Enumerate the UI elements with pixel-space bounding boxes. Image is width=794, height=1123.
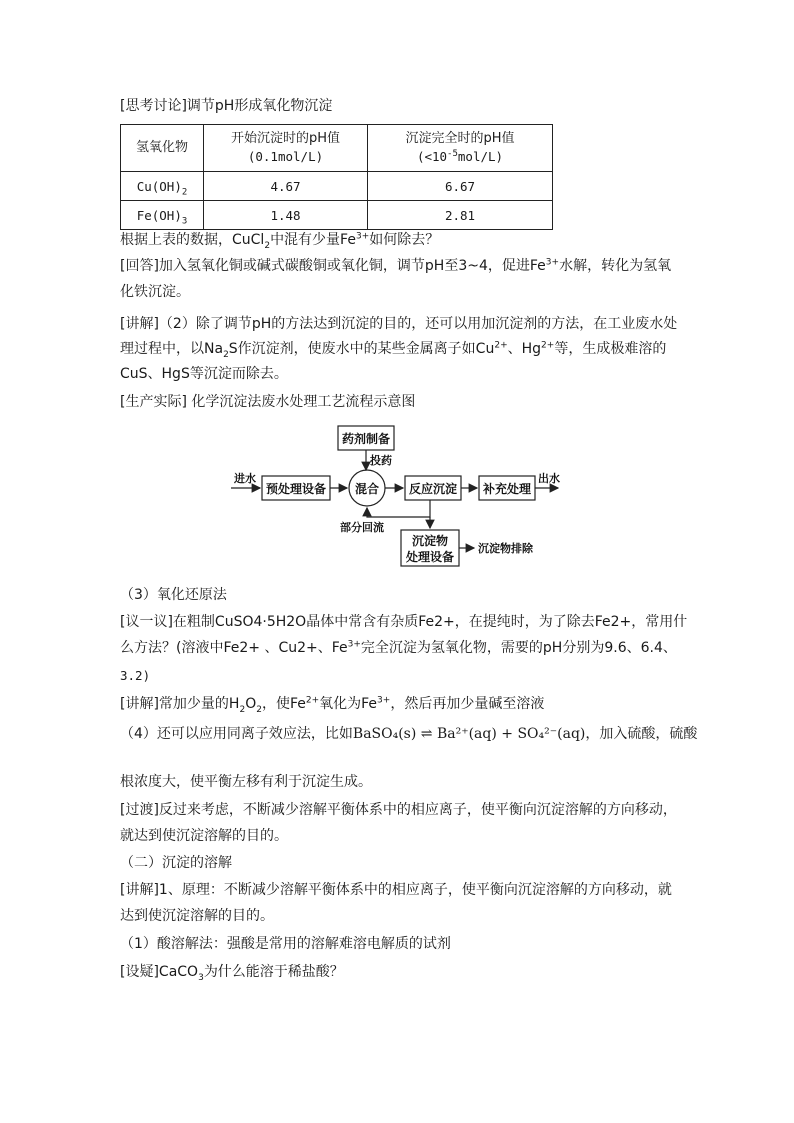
transition-line-1: [过渡]反过来考虑，不断减少溶解平衡体系中的相应离子，使平衡向沉淀溶解的方向移动， <box>120 802 677 818</box>
sediment-label-2: 处理设备 <box>405 550 455 564</box>
discuss-line-2: 么方法？(溶液中Fe2+ 、Cu2+、$Fe^{3+}$完全沉淀为氢氧化物，需要的pH分别为9.6、6.4、 <box>120 639 677 656</box>
supplement-label: 补充处理 <box>482 482 532 496</box>
question-text: 根据上表的数据，CuCl$_2$中混有少量$Fe^{3+}$如何除去？ <box>120 231 440 251</box>
sediment-label-1: 沉淀物 <box>411 534 449 548</box>
discuss-line-1: [议一议]在粗制CuSO4·5H2O晶体中常含有杂质Fe2+，在提纯时，为了除去Fe2+，常用什 <box>120 614 688 630</box>
cell-hydroxide: $Fe(OH)_3$ <box>121 201 204 230</box>
principle-line-2: 达到使沉淀溶解的目的。 <box>120 908 274 924</box>
pretreatment-label: 预处理设备 <box>265 482 327 496</box>
dose-label: 投药 <box>370 454 392 467</box>
cell-start-ph: 1.48 <box>204 201 368 230</box>
section-dissolution: （二）沉淀的溶解 <box>120 855 232 871</box>
production-heading: [生产实际] 化学沉淀法废水处理工艺流程示意图 <box>120 394 416 410</box>
heading-discussion: [思考讨论]调节pH形成氧化物沉淀 <box>120 98 333 114</box>
section-redox: （3）氧化还原法 <box>120 587 227 603</box>
header-start-ph-title: 开始沉淀时的pH值 <box>230 131 341 146</box>
cell-start-ph: 4.67 <box>204 172 368 201</box>
principle-line-1: [讲解]1、原理：不断减少溶解平衡体系中的相应离子，使平衡向沉淀溶解的方向移动，就 <box>120 882 672 898</box>
answer-line-1: [回答]加入氢氧化铜或碱式碳酸铜或氧化铜，调节pH至3~4，促进$Fe^{3+}$水解，转化为氢氧 <box>120 257 672 274</box>
acid-method-line: （1）酸溶解法：强酸是常用的溶解难溶电解质的试剂 <box>120 936 451 952</box>
common-ion-line: （4）还可以应用同离子效应法，比如BaSO₄(s) ⇌ Ba²⁺(aq) + SO₄²⁻(aq)，加入硫酸，硫酸 <box>120 726 698 742</box>
outlet-label: 出水 <box>538 472 560 485</box>
cell-hydroxide: $Cu(OH)_2$ <box>121 172 204 201</box>
header-complete-ph-title: 沉淀完全时的pH值 <box>405 131 515 146</box>
equilibrium-equation: BaSO₄(s) ⇌ Ba²⁺(aq) + SO₄²⁻(aq) <box>352 726 586 742</box>
reflux-label: 部分回流 <box>340 521 384 534</box>
cell-complete-ph: 6.67 <box>368 172 553 201</box>
explain-line-3: CuS、HgS等沉淀而除去。 <box>120 366 288 382</box>
cell-complete-ph: 2.81 <box>368 201 553 230</box>
reagent-label: 药剂制备 <box>341 432 391 446</box>
explain-oxidation: [讲解]常加少量的$H_2O_2$，使$Fe^{2+}$氧化为$Fe^{3+}$，然后再加少量碱至溶液 <box>120 695 545 715</box>
header-complete-ph-conc: $(<10^{-5}mol/L)$ <box>416 148 504 164</box>
explain-line-2: 理过程中，以$Na_2S$作沉淀剂，使废水中的某些金属离子如$Cu^{2+}$、$Hg^{2+}$等，生成极难溶的 <box>120 340 667 360</box>
discuss-line-3: 3.2) <box>120 668 151 683</box>
explain-line-1: [讲解]（2）除了调节pH的方法达到沉淀的目的，还可以用加沉淀剂的方法，在工业废水处 <box>120 316 678 332</box>
question-caco3: [设疑]CaCO$_3$为什么能溶于稀盐酸？ <box>120 964 344 983</box>
header-hydroxide: 氢氧化物 <box>121 125 204 172</box>
inlet-label: 进水 <box>234 472 256 485</box>
header-start-ph-conc: (0.1mol/L) <box>247 149 324 164</box>
sediment-out-label: 沉淀物排除 <box>478 542 533 555</box>
answer-line-2: 化铁沉淀。 <box>120 284 190 300</box>
reaction-label: 反应沉淀 <box>408 482 458 496</box>
transition-line-2: 就达到使沉淀溶解的目的。 <box>120 828 288 844</box>
common-ion-line-2: 根浓度大，使平衡左移有利于沉淀生成。 <box>120 774 372 790</box>
mixing-label: 混合 <box>354 482 380 496</box>
